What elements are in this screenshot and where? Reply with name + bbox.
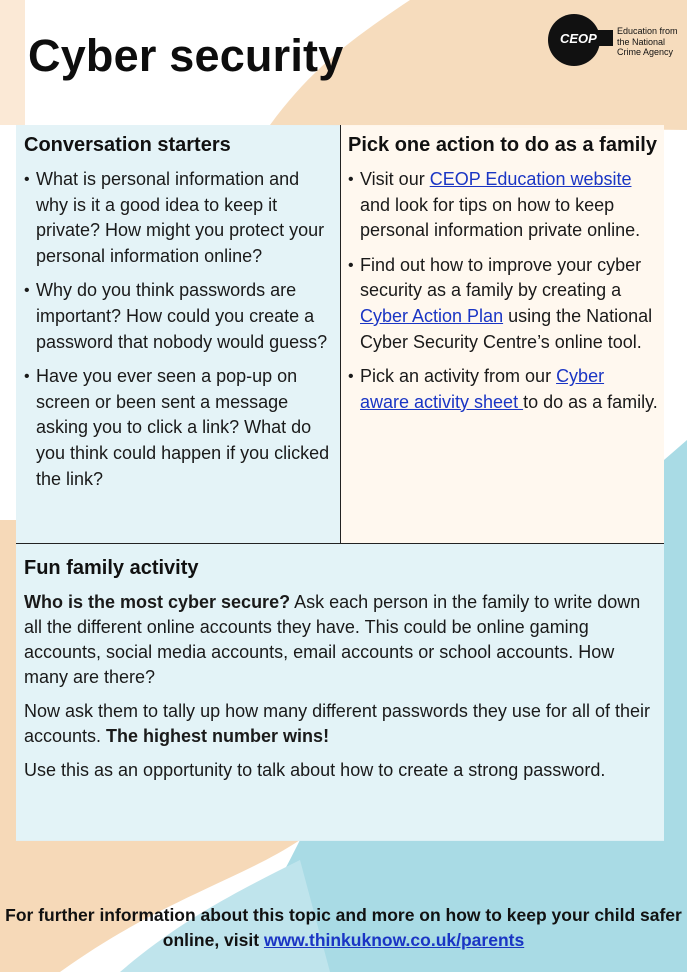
list-item: • Why do you think passwords are important? How could you create a password that nobody would guess? bbox=[24, 278, 332, 355]
text: Now ask them to tally up how many different passwords they use for all of their accounts. bbox=[24, 701, 650, 746]
conversation-starters-panel bbox=[16, 125, 341, 543]
thinkuknow-link[interactable]: www.thinkuknow.co.uk/parents bbox=[263, 930, 525, 950]
text: Visit our bbox=[360, 169, 430, 189]
list-item bbox=[348, 167, 658, 244]
cyber-action-plan-link[interactable]: Cyber Action Plan bbox=[360, 305, 504, 326]
peach-shape-left-edge bbox=[0, 520, 16, 840]
text: to do as a family. bbox=[523, 391, 658, 412]
fun-family-activity-panel bbox=[16, 543, 664, 841]
cyber-aware-activity-sheet-link[interactable]: Cyber aware activity sheet bbox=[360, 366, 605, 412]
activity-paragraph-3: Use this as an opportunity to talk about how to create a strong password. bbox=[24, 760, 606, 780]
conversation-starters-list bbox=[24, 167, 332, 492]
text: and look for tips on how to keep personal information private online. bbox=[360, 194, 641, 241]
logo-caption-line: Education from bbox=[617, 26, 678, 36]
conversation-starters-heading: Conversation starters bbox=[24, 134, 231, 156]
fun-family-activity-heading: Fun family activity bbox=[24, 557, 199, 579]
ceop-education-link[interactable]: CEOP Education website bbox=[429, 169, 632, 189]
text: Ask each person in the family to write down all the different online accounts they have. This could be online gaming accounts, social media accounts, email accounts or school accounts. How many are there? bbox=[24, 592, 641, 687]
footer-note bbox=[0, 903, 687, 953]
peach-shape-left bbox=[0, 0, 25, 125]
text: Find out how to improve your cyber security as a family by creating a bbox=[360, 254, 642, 301]
logo-caption-line: the National bbox=[617, 36, 666, 47]
list-item: • What is personal information and why is it a good idea to keep it private? How might you protect your personal information online? bbox=[24, 167, 332, 269]
ceop-logo-caption bbox=[617, 26, 678, 58]
activity-emphasis: The highest number wins! bbox=[106, 726, 330, 746]
logo-caption-line: Crime Agency bbox=[617, 47, 674, 57]
activity-question: Who is the most cyber secure? bbox=[24, 592, 291, 612]
list-item bbox=[348, 364, 658, 415]
family-action-panel bbox=[341, 125, 664, 543]
footer-text: For further information about this topic and more on how to keep your child safer online, visit bbox=[5, 905, 682, 950]
page-title: Cyber security bbox=[28, 30, 344, 81]
text: Pick an activity from our bbox=[360, 366, 557, 387]
activity-paragraph-2 bbox=[24, 699, 656, 749]
blue-shape-right-edge bbox=[664, 440, 687, 900]
activity-paragraph-1 bbox=[24, 590, 656, 690]
list-item bbox=[348, 253, 658, 355]
ceop-logo-mark: CEOP bbox=[560, 31, 597, 46]
list-item: • Have you ever seen a pop-up on screen or been sent a message asking you to click a link? What do you think could happen if you clicked the link? bbox=[24, 364, 332, 492]
family-action-heading: Pick one action to do as a family bbox=[348, 134, 657, 156]
family-action-list bbox=[348, 167, 658, 415]
text: using the National Cyber Security Centre’s online tool. bbox=[360, 305, 653, 352]
